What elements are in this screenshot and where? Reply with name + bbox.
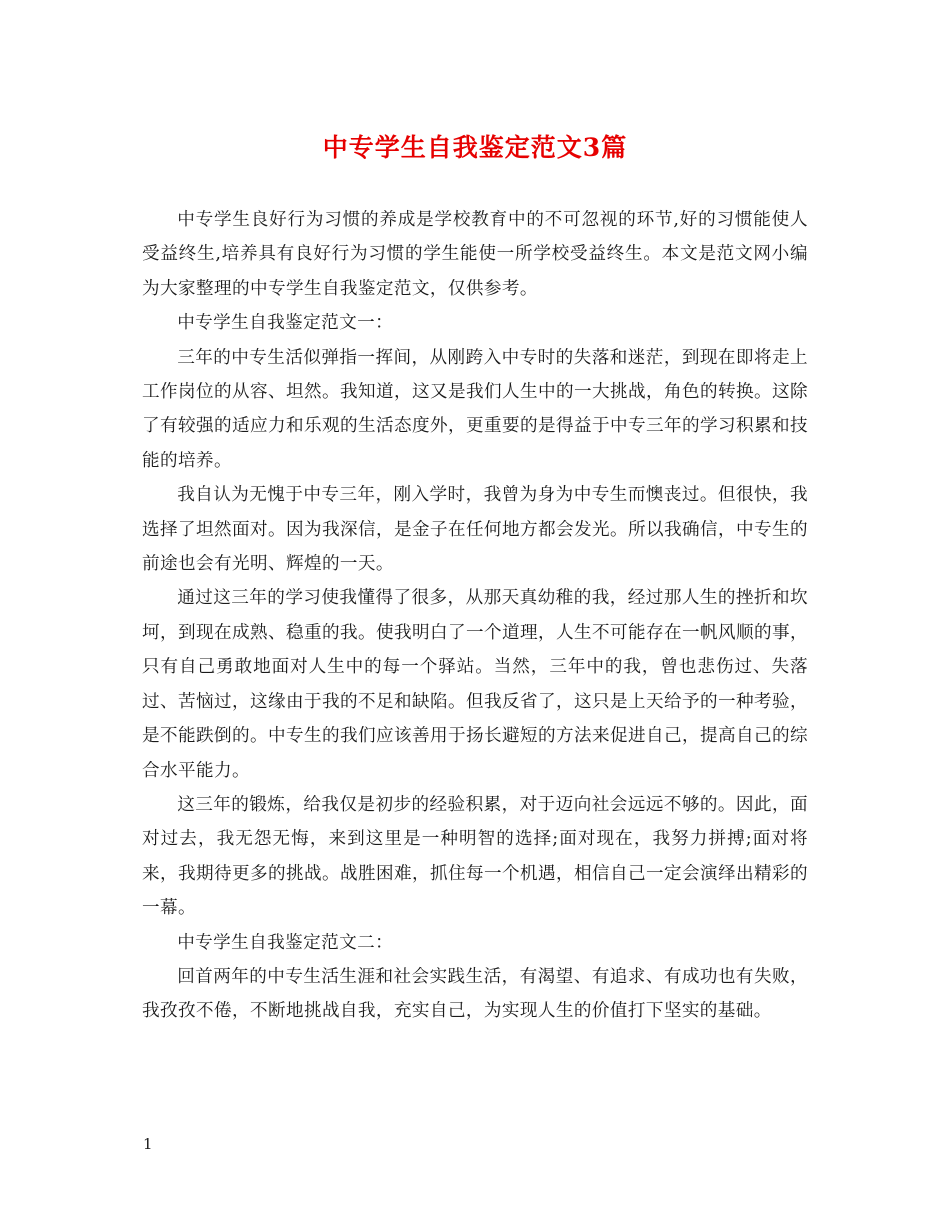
page-number: 1 — [143, 1135, 153, 1153]
section-heading-one: 中专学生自我鉴定范文一： — [177, 313, 394, 334]
body-paragraph: 我自认为无愧于中专三年，刚入学时，我曾为身为中专生而懊丧过。但很快，我选择了坦然面对。因为我深信，是金子在任何地方都会发光。所以我确信，中专生的前途也会有光明、辉煌的一天。 — [142, 485, 808, 575]
body-paragraph: 三年的中专生活似弹指一挥间，从刚跨入中专时的失落和迷茫，到现在即将走上工作岗位的从容、坦然。我知道，这又是我们人生中的一大挑战，角色的转换。这除了有较强的适应力和乐观的生活态度外，更重要的是得益于中专三年的学习积累和技能的培养。 — [142, 347, 808, 471]
document-body — [142, 203, 808, 1029]
body-paragraph: 通过这三年的学习使我懂得了很多，从那天真幼稚的我，经过那人生的挫折和坎坷，到现在成熟、稳重的我。使我明白了一个道理，人生不可能存在一帆风顺的事，只有自己勇敢地面对人生中的每一个驿站。当然，三年中的我，曾也悲伤过、失落过、苦恼过，这缘由于我的不足和缺陷。但我反省了，这只是上天给予的一种考验，是不能跌倒的。中专生的我们应该善用于扬长避短的方法来促进自己，提高自己的综合水平能力。 — [142, 588, 808, 781]
body-paragraph: 这三年的锻炼，给我仅是初步的经验积累，对于迈向社会远远不够的。因此，面对过去，我无怨无悔，来到这里是一种明智的选择;面对现在，我努力拼搏;面对将来，我期待更多的挑战。战胜困难，抓住每一个机遇，相信自己一定会演绎出精彩的一幕。 — [142, 794, 808, 919]
document-title: 中专学生自我鉴定范文3篇 — [322, 133, 628, 162]
intro-paragraph: 中专学生良好行为习惯的养成是学校教育中的不可忽视的环节,好的习惯能使人受益终生,培养具有良好行为习惯的学生能使一所学校受益终生。本文是范文网小编为大家整理的中专学生自我鉴定范文，仅供参考。 — [142, 210, 808, 299]
section-heading-two: 中专学生自我鉴定范文二： — [177, 932, 394, 953]
body-paragraph: 回首两年的中专生活生涯和社会实践生活，有渴望、有追求、有成功也有失败，我孜孜不倦，不断地挑战自我，充实自己，为实现人生的价值打下坚实的基础。 — [142, 966, 808, 1022]
